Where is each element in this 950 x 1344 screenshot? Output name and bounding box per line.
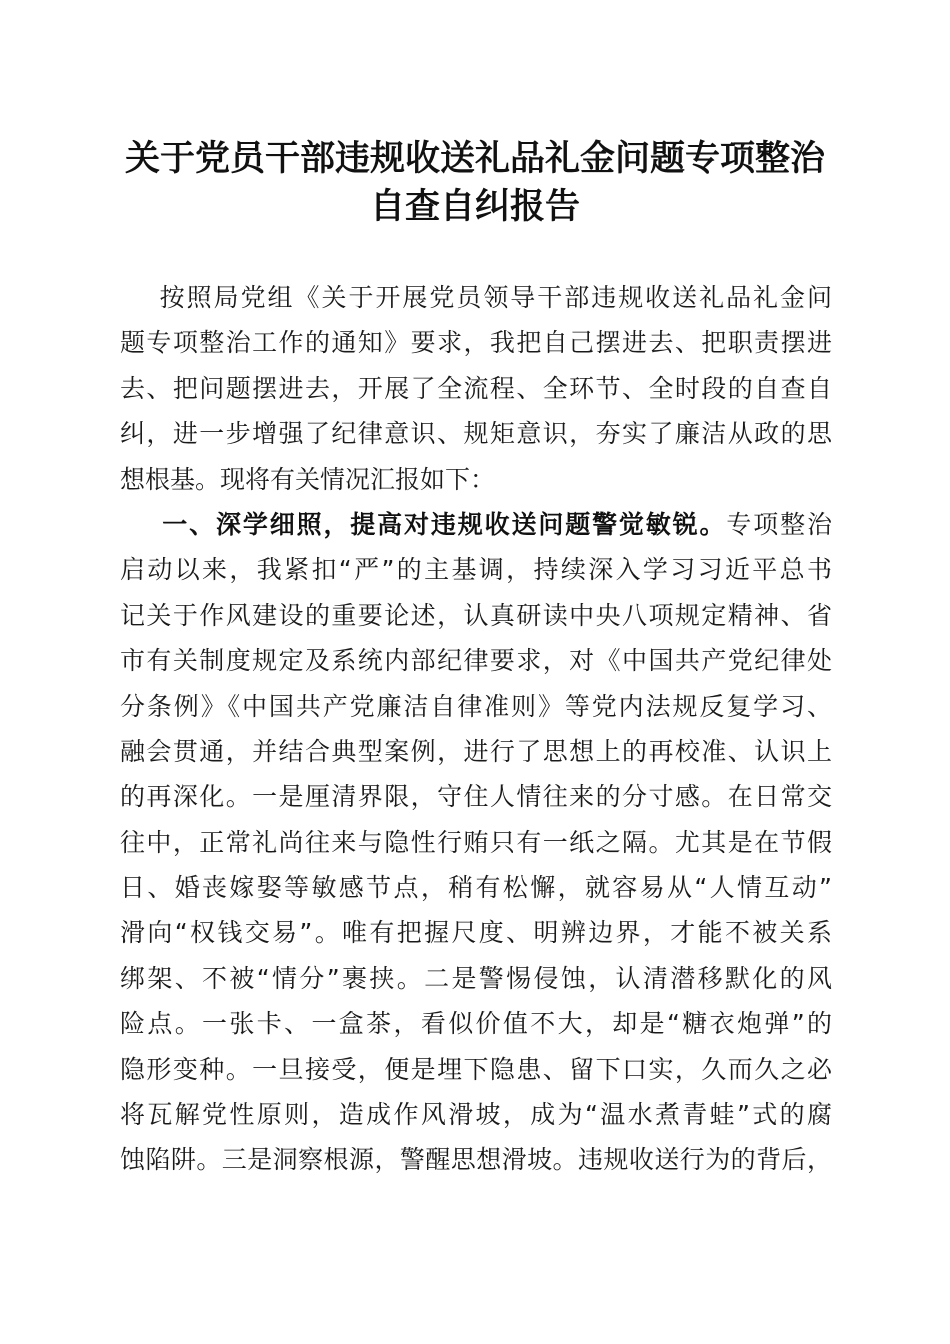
paragraph-line: 市有关制度规定及系统内部纪律要求，对《中国共产党纪律处	[120, 646, 832, 676]
paragraph-line: 的再深化。一是厘清界限，守住人情往来的分寸感。在日常交	[120, 782, 832, 812]
paragraph-line: 纠，进一步增强了纪律意识、规矩意识，夯实了廉洁从政的思	[120, 419, 832, 449]
paragraph-line: 蚀陷阱。三是洞察根源，警醒思想滑坡。违规收送行为的背后，	[120, 1145, 832, 1175]
paragraph-line: 隐形变种。一旦接受，便是埋下隐患、留下口实，久而久之必	[120, 1054, 832, 1084]
paragraph-line: 去、把问题摆进去，开展了全流程、全环节、全时段的自查自	[120, 373, 832, 403]
paragraph-line: 日、婚丧嫁娶等敏感节点，稍有松懈，就容易从“人情互动”	[120, 873, 832, 903]
document-body	[120, 275, 832, 1183]
paragraph-line: 险点。一张卡、一盒茶，看似价值不大，却是“糖衣炮弹”的	[120, 1009, 832, 1039]
paragraph-line: 将瓦解党性原则，造成作风滑坡，成为“温水煮青蛙”式的腐	[120, 1100, 832, 1130]
paragraph-line: 按照局党组《关于开展党员领导干部违规收送礼品礼金问	[120, 283, 832, 312]
document-title-line-1: 关于党员干部违规收送礼品礼金问题专项整治	[124, 138, 825, 179]
paragraph-line: 融会贯通，并结合典型案例，进行了思想上的再校准、认识上	[120, 736, 832, 766]
section-1-first-line-text: 专项整治	[726, 509, 832, 539]
document-title-line-2: 自查自纠报告	[369, 186, 580, 227]
paragraph-line: 想根基。现将有关情况汇报如下：	[120, 464, 496, 494]
paragraph-line: 题专项整治工作的通知》要求，我把自己摆进去、把职责摆进	[120, 328, 832, 358]
paragraph-line: 滑向“权钱交易”。唯有把握尺度、明辨边界，才能不被关系	[120, 918, 832, 948]
paragraph-line: 往中，正常礼尚往来与隐性行贿只有一纸之隔。尤其是在节假	[120, 827, 832, 857]
section-1-first-line	[120, 502, 832, 547]
paragraph-line: 启动以来，我紧扣“严”的主基调，持续深入学习习近平总书	[120, 555, 832, 585]
paragraph-line: 分条例》《中国共产党廉洁自律准则》等党内法规反复学习、	[120, 691, 832, 721]
paragraph-line: 记关于作风建设的重要论述，认真研读中央八项规定精神、省	[120, 600, 832, 630]
paragraph-intro	[120, 275, 832, 502]
section-1-heading: 一、深学细照，提高对违规收送问题警觉敏锐。	[120, 509, 727, 539]
section-1	[120, 502, 832, 1183]
paragraph-line: 绑架、不被“情分”裹挟。二是警惕侵蚀，认清潜移默化的风	[120, 963, 832, 993]
